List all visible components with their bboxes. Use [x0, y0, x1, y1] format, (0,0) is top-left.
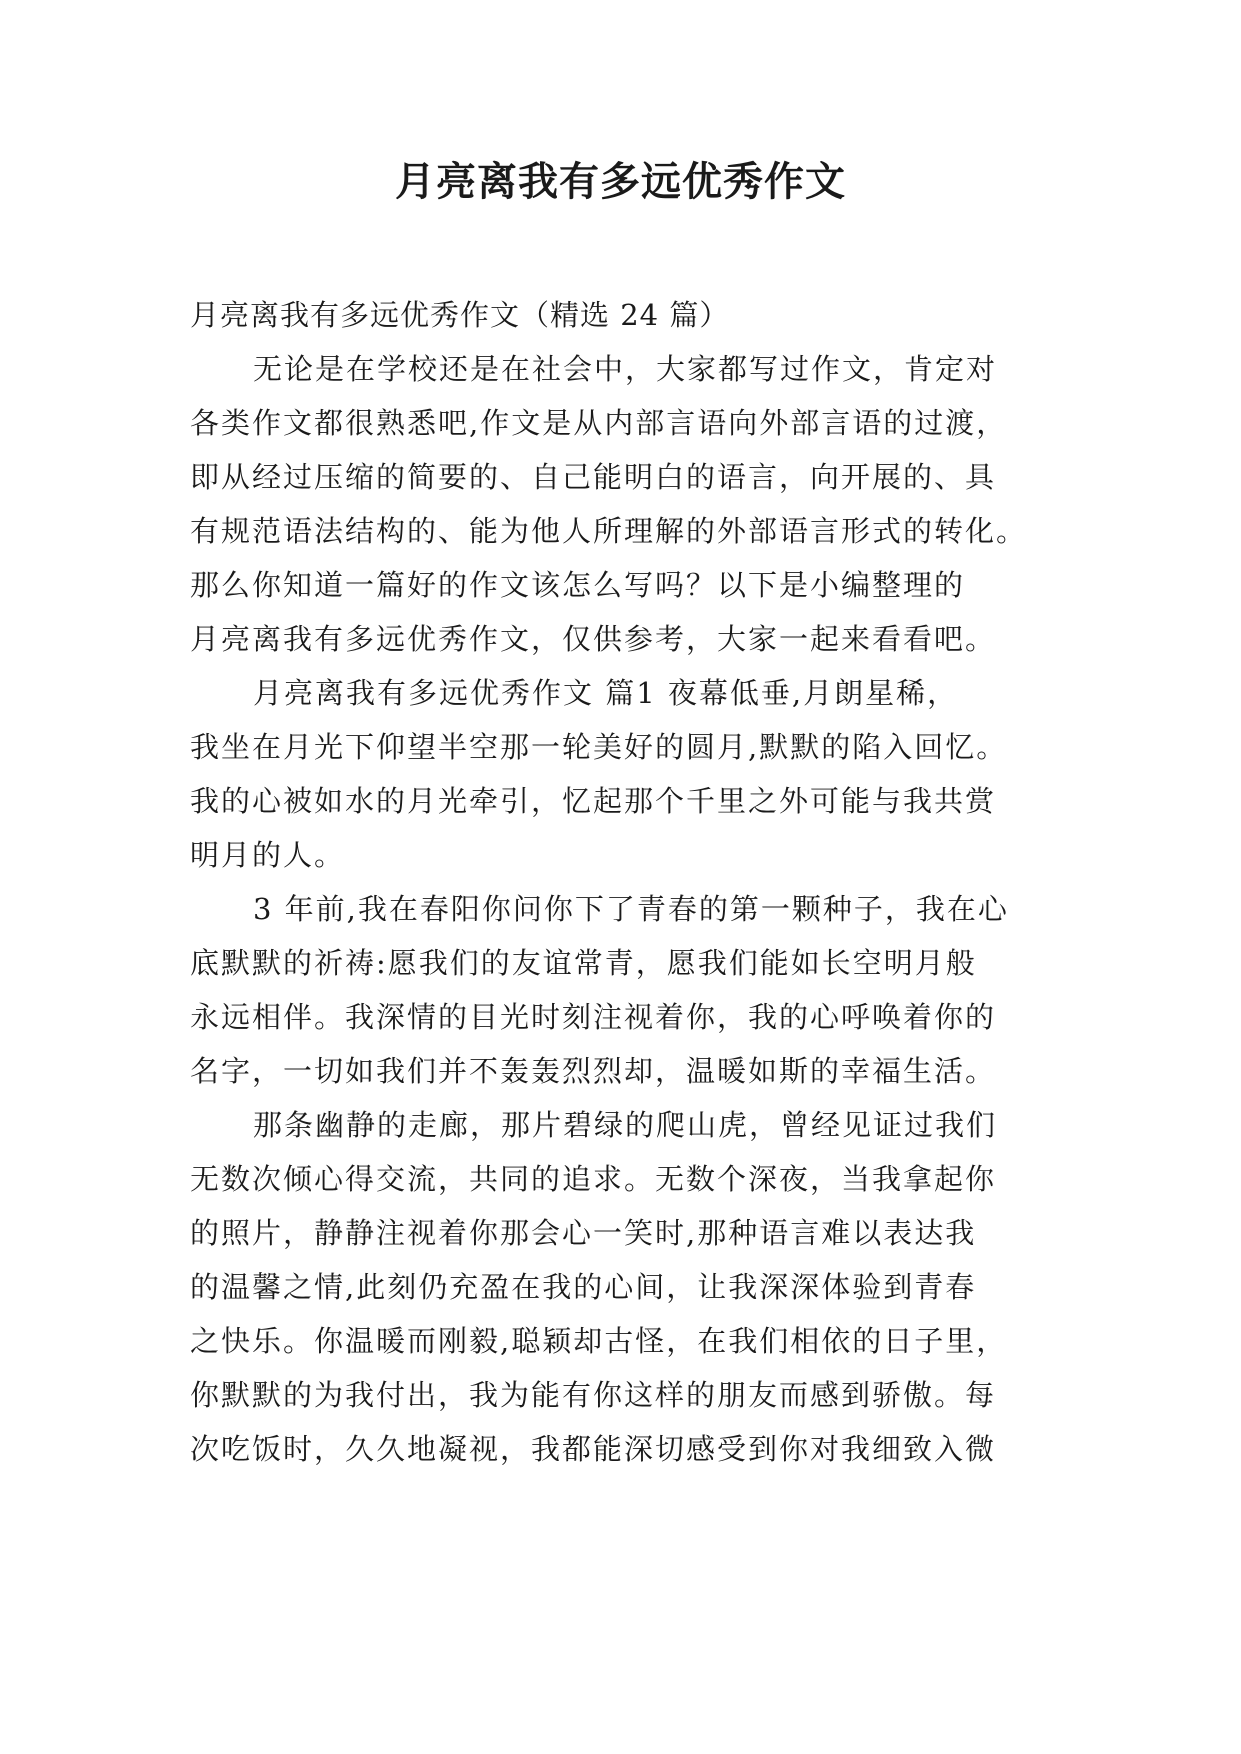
text-line: 即从经过压缩的简要的、自己能明白的语言，向开展的、具 — [190, 460, 997, 494]
text-line: 的温馨之情,此刻仍充盈在我的心间，让我深深体验到青春 — [190, 1270, 977, 1304]
text-line: 我坐在月光下仰望半空那一轮美好的圆月,默默的陷入回忆。 — [190, 730, 1008, 764]
text-line: 之快乐。你温暖而刚毅,聪颖却古怪，在我们相依的日子里， — [190, 1324, 1008, 1358]
document-subtitle: 月亮离我有多远优秀作文（精选 24 篇） — [190, 298, 730, 332]
text-line: 无论是在学校还是在社会中，大家都写过作文，肯定对 — [253, 352, 998, 386]
text-line: 月亮离我有多远优秀作文 篇1 夜幕低垂,月朗星稀， — [253, 676, 959, 710]
document-body — [190, 288, 1050, 1476]
text-line: 无数次倾心得交流，共同的追求。无数个深夜，当我拿起你 — [190, 1162, 997, 1196]
text-line: 明月的人。 — [190, 838, 346, 872]
text-line: 各类作文都很熟悉吧,作文是从内部言语向外部言语的过渡， — [190, 406, 1008, 440]
text-line: 月亮离我有多远优秀作文，仅供参考，大家一起来看看吧。 — [190, 622, 997, 656]
document-title: 月亮离我有多远优秀作文 — [395, 158, 846, 205]
text-line: 那么你知道一篇好的作文该怎么写吗？以下是小编整理的 — [190, 568, 966, 602]
text-line: 你默默的为我付出，我为能有你这样的朋友而感到骄傲。每 — [190, 1378, 997, 1412]
text-line: 永远相伴。我深情的目光时刻注视着你，我的心呼唤着你的 — [190, 1000, 997, 1034]
text-line: 次吃饭时，久久地凝视，我都能深切感受到你对我细致入微 — [190, 1432, 997, 1466]
text-line: 3 年前,我在春阳你问你下了青春的第一颗种子，我在心 — [253, 892, 1009, 926]
text-line: 名字，一切如我们并不轰轰烈烈却，温暖如斯的幸福生活。 — [190, 1054, 997, 1088]
text-line: 那条幽静的走廊，那片碧绿的爬山虎，曾经见证过我们 — [253, 1108, 998, 1142]
text-line: 我的心被如水的月光牵引，忆起那个千里之外可能与我共赏 — [190, 784, 997, 818]
text-line: 的照片，静静注视着你那会心一笑时,那种语言难以表达我 — [190, 1216, 977, 1250]
text-lines — [190, 342, 1050, 1476]
text-line: 有规范语法结构的、能为他人所理解的外部语言形式的转化。 — [190, 514, 1028, 548]
text-line: 底默默的祈祷:愿我们的友谊常青，愿我们能如长空明月般 — [190, 946, 977, 980]
